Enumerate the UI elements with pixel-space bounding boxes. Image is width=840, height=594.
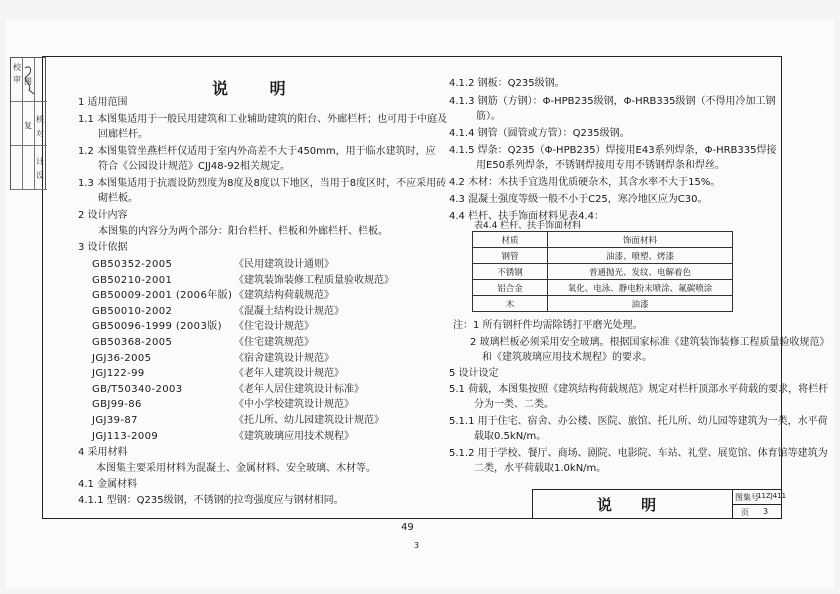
table-cell: 材质 [473,232,548,248]
reference-name: 《托儿所、幼儿园建筑设计规范》 [234,415,384,426]
text-line: 4.1.2 钢板：Q235级钢。 [449,78,565,89]
text-line: 1.3 本图集适用于抗震设防烈度为8度及8度以下地区，当用于8度区时，不应采用砖 [78,178,447,189]
page-number: 3 [763,507,769,516]
approval-strip [10,57,46,190]
text-line: 3 设计依据 [78,242,128,253]
strip-mark: 复 [24,121,32,130]
text-line: 4.1.1 型钢：Q235级钢，不锈钢的拉弯强度应与钢材相同。 [78,495,344,506]
reference-name: 《住宅建筑规范》 [234,337,314,348]
text-line: 4.1.5 焊条：Q235（Φ-HPB235）焊接用E43系列焊条，Φ-HRB335焊接 [449,145,777,156]
text-line: 5.1 荷载，本图集按照《建筑结构荷载规范》规定对栏杆顶部水平荷载的要求，将栏杆 [449,384,829,395]
strip-mark: 图 [24,77,32,86]
reference-code: GB50009-2001 (2006年版) [92,290,233,302]
text-line: 砌栏板。 [98,193,138,204]
text-line: 4.1.3 钢筋（方钢）：Φ-HPB235级钢，Φ-HRB335级钢（不得用冷加工钢 [449,96,776,107]
text-line: 注：1 所有钢杆件均需除锈打平磨光处理。 [453,320,643,331]
materials-table [472,231,733,312]
text-line: 和《建筑玻璃应用技术规程》的要求。 [482,352,652,363]
text-line: 4 采用材料 [78,447,128,458]
reference-name: 《混凝土结构设计规范》 [234,305,344,317]
reference-code: GB50368-2005 [92,337,173,348]
reference-code: JGJ122-99 [92,368,145,380]
reference-code: GB50010-2002 [92,305,173,317]
reference-code: JGJ39-87 [92,415,138,426]
reference-name: 《老年人居住建筑设计标准》 [234,383,364,395]
strip-mark: 校 [13,63,21,72]
strip-mark: 计 [36,157,44,166]
reference-name: 《建筑玻璃应用技术规程》 [234,430,354,442]
page-number-bottom: 3 [414,541,420,550]
table-cell: 普通抛光、发纹、电解着色 [548,264,733,280]
text-line: 载取0.5kN/m。 [474,431,547,442]
reference-code: JGJ36-2005 [92,352,152,364]
atlas-number-cell [732,489,787,504]
title-block [532,489,787,519]
reference-name: 《建筑装饰装修工程质量验收规范》 [234,274,394,286]
text-line: 二类，水平荷载取1.0kN/m。 [474,463,607,474]
text-line: 1 适用范围 [78,97,128,108]
table-cell: 木 [473,296,548,312]
strip-mark: 设 [36,171,44,180]
text-line: 筋）。 [476,111,501,122]
table-cell: 不锈钢 [473,264,548,280]
table-cell: 油漆、喷塑、烤漆 [548,248,733,264]
strip-cell [11,146,47,190]
text-line: 2 设计内容 [78,210,128,221]
atlas-label: 图集号 [735,493,759,502]
reference-code: JGJ113-2009 [92,430,159,442]
reference-code: GB50210-2001 [92,274,173,286]
strip-mark: 核 [36,115,44,124]
reference-name: 《中小学校建筑设计规范》 [234,399,354,411]
text-line: 4.2 木材：木扶手宜选用优质硬杂木，其含水率不大于15%。 [449,177,721,188]
reference-code: GB50352-2005 [92,259,173,270]
table-cell: 油漆 [548,296,733,312]
table-cell: 铝合金 [473,280,548,296]
text-line: 回廊栏杆。 [98,129,148,140]
table-row [473,296,733,312]
strip-mark: 审 [13,75,21,84]
table-cell: 钢管 [473,248,548,264]
text-line: 2 玻璃栏板必须采用安全玻璃。根据国家标准《建筑装饰装修工程质量验收规范》 [470,337,830,348]
reference-name: 《住宅设计规范》 [234,321,314,333]
page-number-top: 49 [401,522,414,533]
reference-name: 《宿舍建筑设计规范》 [234,352,334,364]
table-header-row [473,232,733,248]
strip-mark: 对 [36,129,44,138]
text-line: 本图集的内容分为两个部分：阳台栏杆、栏板和外廊栏杆、栏板。 [98,226,388,237]
text-line: 用E50系列焊条，不锈钢焊接用专用不锈钢焊条和焊丝。 [476,160,726,171]
table-caption: 表4.4 栏杆、扶手饰面材料 [474,221,582,231]
table-cell: 饰面材料 [548,232,733,248]
text-line: 5.1.1 用于住宅、宿舍、办公楼、医院、旅馆、托儿所、幼儿园等建筑为一类，水平荷 [449,416,828,427]
page-title: 说 明 [212,79,304,98]
text-line: 符合《公园设计规范》CJJ48-92相关规定。 [98,161,290,172]
reference-name: 《建筑结构荷载规范》 [234,290,334,302]
text-line: 5 设计设定 [449,368,499,379]
text-line: 分为一类、二类。 [474,399,554,410]
text-line: 1.1 本图集适用于一般民用建筑和工业辅助建筑的阳台、外廊栏杆；也可用于中庭及 [78,114,448,125]
page-label: 页 [741,508,749,517]
text-line: 1.2 本图集管坐燕栏杆仅适用于室内外高差不大于450mm，用于临水建筑时，应 [78,146,436,157]
table-row [473,280,733,296]
text-line: 4.1 金属材料 [78,479,138,490]
table-cell: 氧化、电泳、静电粉末喷涂、氟碳喷涂 [548,280,733,296]
page-number-cell [732,504,782,519]
reference-name: 《老年人建筑设计规范》 [234,368,344,380]
reference-code: GBJ99-86 [92,399,142,411]
text-line: 4.4 栏杆、扶手饰面材料见表4.4： [449,211,604,222]
reference-code: GB50096-1999 (2003版) [92,321,222,333]
text-line: 4.3 混凝土强度等级一般不小于C25，寒冷地区应为C30。 [449,194,708,205]
text-line: 本图集主要采用材料为混凝土、金属材料、安全玻璃、木材等。 [96,463,376,474]
signature-icon [23,62,37,96]
table-row [473,264,733,280]
table-row [473,248,733,264]
text-line: 4.1.4 钢管（圆管或方管）：Q235级钢。 [449,128,630,139]
atlas-number: 11ZJ411 [757,492,787,500]
title-block-title: 说 明 [532,489,732,519]
reference-code: GB/T50340-2003 [92,383,183,395]
text-line: 5.1.2 用于学校、餐厅、商场、剧院、电影院、车站、礼堂、展览馆、体育馆等建筑为 [449,448,828,459]
reference-name: 《民用建筑设计通则》 [234,259,334,270]
